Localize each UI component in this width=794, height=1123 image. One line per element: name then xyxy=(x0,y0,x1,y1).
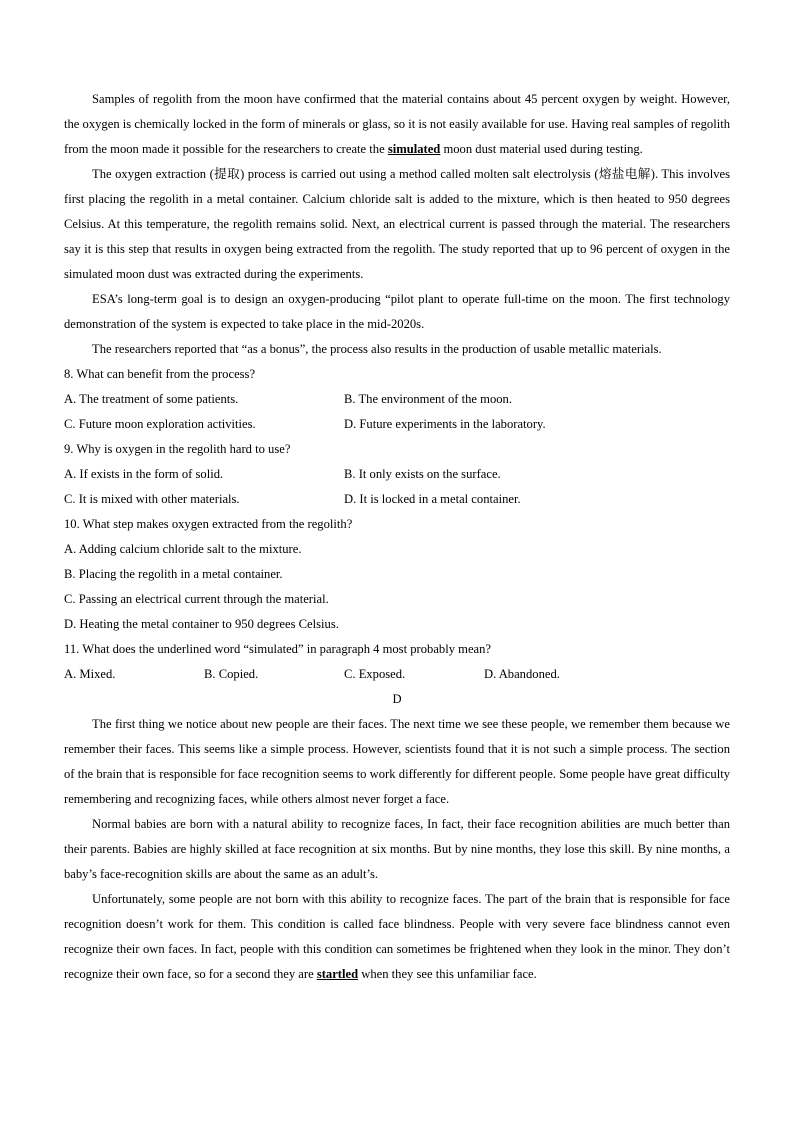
question-10-option-c: C. Passing an electrical current through the material. xyxy=(64,592,329,606)
question-11-stem: 11. What does the underlined word “simulated” in paragraph 4 most probably mean? xyxy=(64,642,492,656)
question-11-options-row xyxy=(64,662,730,687)
question-11-option-d: D. Abandoned. xyxy=(484,667,560,681)
question-8-option-d: D. Future experiments in the laboratory. xyxy=(344,417,546,431)
question-10-option-d: D. Heating the metal container to 950 degrees Celsius. xyxy=(64,617,339,631)
passage-c-paragraph-1 xyxy=(64,87,730,162)
question-8-option-a: A. The treatment of some patients. xyxy=(64,392,239,406)
question-9-option-d: D. It is locked in a metal container. xyxy=(344,492,521,506)
question-8-option-b: B. The environment of the moon. xyxy=(344,392,513,406)
passage-d-paragraph-2: Normal babies are born with a natural ability to recognize faces, In fact, their face recognition abilities are much better than their parents. Babies are highly skilled at face recognition at six months. But by nine months, they lose this skill. By nine months, a baby’s face-recognition skills are about the same as an adult’s. xyxy=(64,817,730,881)
question-9-options-row-1 xyxy=(64,462,730,487)
question-11-option-c: C. Exposed. xyxy=(344,667,406,681)
question-9-options-row-2 xyxy=(64,487,730,512)
question-9-option-c: C. It is mixed with other materials. xyxy=(64,492,240,506)
paragraph-text: moon dust material used during testing. xyxy=(440,142,643,156)
question-9-option-a: A. If exists in the form of solid. xyxy=(64,467,224,481)
question-10-option-a: A. Adding calcium chloride salt to the mixture. xyxy=(64,542,302,556)
question-8-stem: 8. What can benefit from the process? xyxy=(64,367,256,381)
paragraph-text: Samples of regolith from the moon have confirmed that the material contains about 45 percent oxygen by weight. However, the oxygen is chemically locked in the form of minerals or glass, so it is not easily available for use. Having real samples of regolith from the moon made it possible for the researchers to create the xyxy=(64,92,730,156)
passage-d-paragraph-3 xyxy=(64,887,730,987)
question-11-option-b: B. Copied. xyxy=(204,667,259,681)
passage-c-paragraph-2: The oxygen extraction (提取) process is carried out using a method called molten salt electrolysis (熔盐电解). This involves first placing the regolith in a metal container. Calcium chloride salt is added to the mixture, which is then heated to 950 degrees Celsius. At this temperature, the regolith remains solid. Next, an electrical current is passed through the material. The researchers say it is this step that results in oxygen being extracted from the regolith. The study reported that up to 96 percent of oxygen in the simulated moon dust was extracted during the experiments. xyxy=(64,167,730,281)
underlined-word-startled: startled xyxy=(316,967,359,981)
question-8-options-row-1 xyxy=(64,387,730,412)
underlined-word-simulated: simulated xyxy=(387,142,441,156)
passage-c-paragraph-3: ESA’s long-term goal is to design an oxygen-producing “pilot plant to operate full-time on the moon. The first technology demonstration of the system is expected to take place in the mid-2020s. xyxy=(64,292,730,331)
question-10-stem: 10. What step makes oxygen extracted from the regolith? xyxy=(64,517,353,531)
document-page xyxy=(64,87,730,987)
question-8-options-row-2 xyxy=(64,412,730,437)
question-11-option-a: A. Mixed. xyxy=(64,667,116,681)
passage-d-heading: D xyxy=(392,692,402,706)
paragraph-text: when they see this unfamiliar face. xyxy=(358,967,537,981)
question-8-option-c: C. Future moon exploration activities. xyxy=(64,417,256,431)
passage-d-paragraph-1: The first thing we notice about new people are their faces. The next time we see these people, we remember them because we remember their faces. This seems like a simple process. However, scientists found that it is not such a simple process. The section of the brain that is responsible for face recognition seems to work differently for different people. Some people have great difficulty remembering and recognizing faces, while others almost never forget a face. xyxy=(64,717,730,806)
passage-c-paragraph-4: The researchers reported that “as a bonus”, the process also results in the production of usable metallic materials. xyxy=(92,342,662,356)
question-10-option-b: B. Placing the regolith in a metal container. xyxy=(64,567,283,581)
question-9-option-b: B. It only exists on the surface. xyxy=(344,467,501,481)
question-9-stem: 9. Why is oxygen in the regolith hard to use? xyxy=(64,442,291,456)
paragraph-text: Unfortunately, some people are not born with this ability to recognize faces. The part of the brain that is responsible for face recognition doesn’t work for them. This condition is called face blindness. People with very severe face blindness cannot even recognize their own faces. In fact, people with this condition can sometimes be frightened when they look in the minor. They don’t recognize their own face, so for a second they are xyxy=(64,892,730,981)
